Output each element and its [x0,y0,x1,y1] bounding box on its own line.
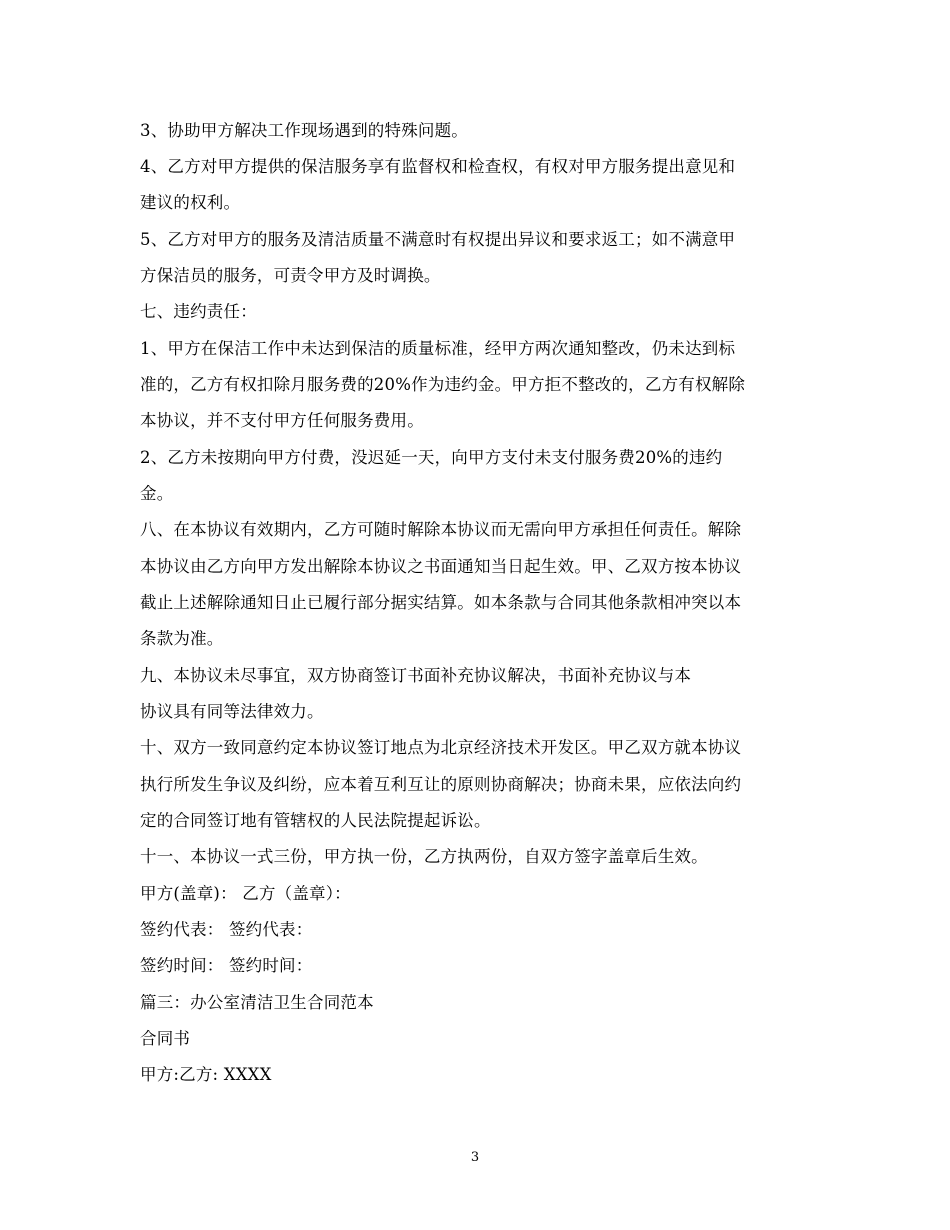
section-heading: 篇三：办公室清洁卫生合同范本 [140,993,374,1012]
text-line: 八、在本协议有效期内，乙方可随时解除本协议而无需向甲方承担任何责任。解除 [140,520,742,539]
document-title: 合同书 [140,1029,191,1048]
page-number: 3 [470,1150,480,1165]
text-line: 截止上述解除通知日止已履行部分据实结算。如本条款与合同其他条款相冲突以本 [140,593,742,612]
text-line: 十、双方一致同意约定本协议签订地点为北京经济技术开发区。甲乙双方就本协议 [140,738,742,757]
text-line: 金。 [140,484,174,503]
text-line: 方保洁员的服务，可责令甲方及时调换。 [140,266,441,285]
text-line: 九、本协议未尽事宜，双方协商签订书面补充协议解决，书面补充协议与本 [140,666,692,685]
text-line: 5、乙方对甲方的服务及清洁质量不满意时有权提出异议和要求返工；如不满意甲 [140,230,736,249]
text-line: 执行所发生争议及纠纷，应本着互利互让的原则协商解决；协商未果，应依法向约 [140,775,742,794]
text-line: 2、乙方未按期向甲方付费，没迟延一天，向甲方支付未支付服务费20%的违约 [140,448,723,467]
text-line: 4、乙方对甲方提供的保洁服务享有监督权和检查权，有权对甲方服务提出意见和 [140,157,736,176]
signature-line: 签约时间： 签约时间： [140,956,313,975]
text-line: 3、协助甲方解决工作现场遇到的特殊问题。 [140,121,468,140]
text-line: 条款为准。 [140,629,224,648]
text-line: 定的合同签订地有管辖权的人民法院提起诉讼。 [140,811,491,830]
section-heading: 七、违约责任： [140,302,257,321]
signature-line: 甲方(盖章)： 乙方（盖章）： [140,884,351,903]
text-line: 1、甲方在保洁工作中未达到保洁的质量标准，经甲方两次通知整改，仍未达到标 [140,339,736,358]
text-line: 协议具有同等法律效力。 [140,702,324,721]
text-line: 本协议，并不支付甲方任何服务费用。 [140,411,424,430]
text-line: 准的，乙方有权扣除月服务费的20%作为违约金。甲方拒不整改的，乙方有权解除 [140,375,746,394]
text-line: 甲方:乙方: XXXX [140,1065,272,1084]
text-line: 本协议由乙方向甲方发出解除本协议之书面通知当日起生效。甲、乙双方按本协议 [140,557,742,576]
text-line: 建议的权利。 [140,193,241,212]
text-line: 十一、本协议一式三份，甲方执一份，乙方执两份，自双方签字盖章后生效。 [140,847,708,866]
signature-line: 签约代表： 签约代表： [140,920,313,939]
